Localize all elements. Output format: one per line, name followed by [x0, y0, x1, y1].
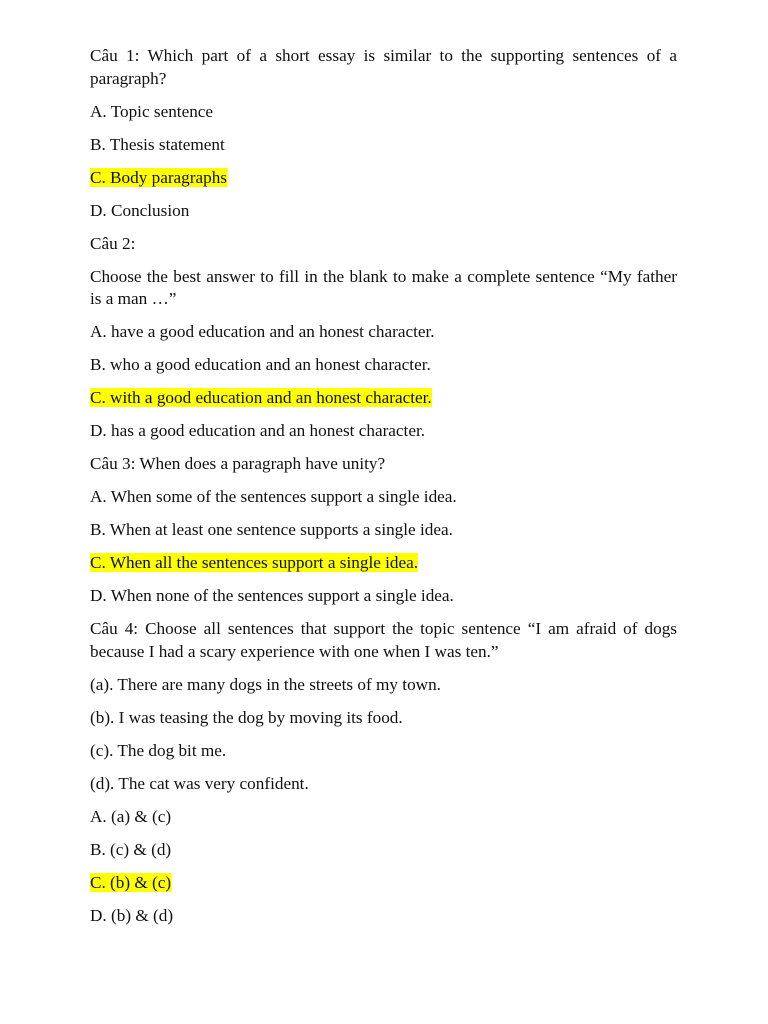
highlighted-answer: C. Body paragraphs — [90, 167, 227, 187]
question-4-option-d: D. (b) & (d) — [90, 905, 174, 925]
question-2-option-b: B. who a good education and an honest character. — [90, 355, 431, 374]
question-4-statement-d: (d). The cat was very confident. — [90, 773, 309, 793]
question-4-option-c — [90, 872, 677, 895]
question-3-option-b: B. When at least one sentence supports a single idea. — [90, 520, 453, 539]
question-1-option-b: B. Thesis statement — [90, 134, 225, 154]
question-2-stem: Câu 2: — [90, 233, 136, 253]
question-1-option-c — [90, 167, 677, 190]
question-3-option-a: A. When some of the sentences support a single idea. — [90, 487, 457, 506]
question-2-option-d: D. has a good education and an honest character. — [90, 421, 426, 440]
question-4-statement-b: (b). I was teasing the dog by moving its food. — [90, 707, 403, 727]
highlighted-answer: C. (b) & (c) — [90, 872, 172, 892]
question-3-option-c — [90, 552, 677, 575]
question-1-option-a: A. Topic sentence — [90, 101, 214, 121]
question-3-stem: Câu 3: When does a paragraph have unity? — [90, 454, 386, 473]
question-4-option-b: B. (c) & (d) — [90, 839, 172, 859]
document-page — [90, 45, 677, 938]
question-3-option-d: D. When none of the sentences support a single idea. — [90, 586, 454, 605]
question-4-stem: Câu 4: Choose all sentences that support the topic sentence “I am afraid of dogs because I had a scary experience with one when I was ten.” — [90, 619, 677, 661]
question-1-stem: Câu 1: Which part of a short essay is similar to the supporting sentences of a paragraph? — [90, 46, 677, 88]
question-2-prompt: Choose the best answer to fill in the blank to make a complete sentence “My father is a man …” — [90, 266, 677, 308]
question-1-option-d: D. Conclusion — [90, 200, 190, 220]
highlighted-answer: C. When all the sentences support a single idea. — [90, 553, 419, 572]
question-2-option-a: A. have a good education and an honest character. — [90, 322, 435, 341]
question-4-option-a: A. (a) & (c) — [90, 806, 172, 826]
question-4-statement-a: (a). There are many dogs in the streets of my town. — [90, 674, 441, 694]
highlighted-answer: C. with a good education and an honest character. — [90, 388, 432, 407]
question-4-statement-c: (c). The dog bit me. — [90, 740, 227, 760]
question-2-option-c — [90, 387, 677, 410]
